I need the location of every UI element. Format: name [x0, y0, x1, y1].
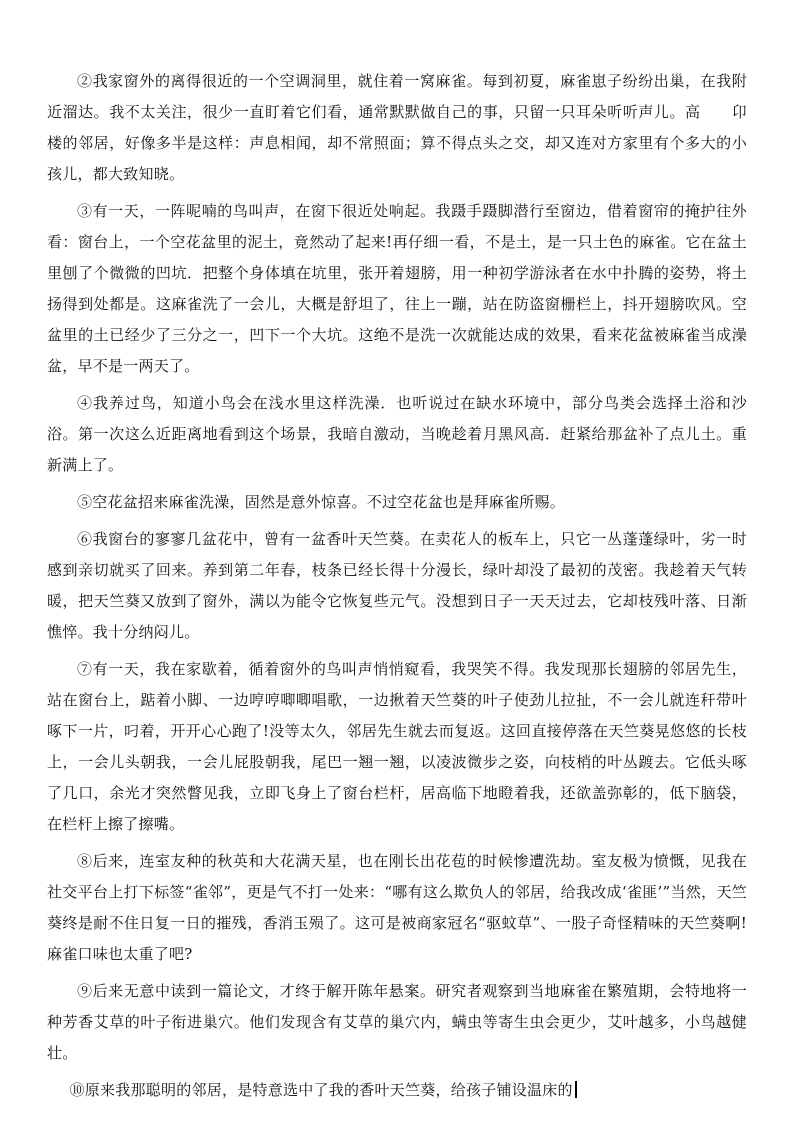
- paragraph-2: ②我家窗外的离得很近的一个空调洞里，就住着一窝麻雀。每到初夏，麻雀崽子纷纷出巢，在我附近溜达。我不太关注，很少一直盯着它们看，通常默默做自己的事，只留一只耳朵听听声儿。高 卬楼的邻居，好像多半是这样：声息相闻，却不常照面；算不得点头之交，却又连对方家里有个多大的小孩儿，都大致知晓。: [47, 72, 747, 183]
- paragraph-7: ⑦有一天，我在家歇着，循着窗外的鸟叫声悄悄窥看，我哭笑不得。我发现那长翅膀的邻居先生，站在窗台上，踮着小脚、一边哼哼唧唧唱歌，一边揪着天竺葵的叶子使劲儿拉扯，不一会儿就连秆带叶啄下一片，叼着，开开心心跑了!没等太久，邻居先生就去而复返。这回直接停落在天竺葵晃悠悠的长枝上，一会儿头朝我，一会儿屁股朝我，尾巴一翘一翘，以凌波微步之姿，向枝梢的叶丛踱去。它低头啄了几口，余光才突然瞥见我，立即飞身上了窗台栏杆，居高临下地瞪着我，还欲盖弥彰的，低下脑袋，在栏杆上擦了擦嘴。: [47, 660, 747, 833]
- paragraph-4: ④我养过鸟，知道小鸟会在浅水里这样洗澡．也听说过在缺水环境中，部分鸟类会选择土浴和沙浴。第一次这么近距离地看到这个场景，我暗自激动，当晚趁着月黑风高．赶紧给那盆补了点儿土。重新满上了。: [47, 394, 747, 474]
- paragraph-9: ⑨后来无意中读到一篇论文，才终于解开陈年悬案。研究者观察到当地麻雀在繁殖期，会特地将一种芳香艾草的叶子衔进巢穴。他们发现含有艾草的巢穴内，螨虫等寄生虫会更少，艾叶越多，小鸟越健壮。: [47, 982, 747, 1062]
- paragraph-3: ③有一天，一阵呢喃的鸟叫声，在窗下很近处响起。我蹑手蹑脚潜行至窗边，借着窗帘的掩护往外看：窗台上，一个空花盆里的泥土，竟然动了起来!再仔细一看，不是土，是一只土色的麻雀。它在盆土里刨了个微微的凹坑．把整个身体填在坑里，张开着翅膀，用一种初学游泳者在水中扑腾的姿势，将土扬得到处都是。这麻雀洗了一会儿，大概是舒坦了，往上一蹦，站在防盗窗栅栏上，抖开翅膀吹风。空盆里的土已经少了三分之一，凹下一个大坑。这绝不是洗一次就能达成的效果，看来花盆被麻雀当成澡盆，早不是一两天了。: [47, 202, 747, 375]
- paragraph-10: [47, 1075, 747, 1106]
- paragraph-10-text: ⑩原来我那聪明的邻居，是特意选中了我的香叶天竺葵，给孩子铺设温床的: [69, 1081, 573, 1099]
- article-body: [47, 66, 747, 1112]
- paragraph-6: ⑥我窗台的寥寥几盆花中，曾有一盆香叶天竺葵。在卖花人的板车上，只它一丛蓬蓬绿叶，劣一时感到亲切就买了回来。养到第二年春，枝条已经长得十分漫长，绿叶却没了最初的茂密。我趁着天气转暖，把天竺葵又放到了窗外，满以为能令它恢复些元气。没想到日子一天天过去，它却枝残叶落、日渐憔悴。我十分纳闷儿。: [47, 530, 747, 641]
- paragraph-5: ⑤空花盆招来麻雀洗澡，固然是意外惊喜。不过空花盆也是拜麻雀所赐。: [77, 493, 566, 511]
- paragraph-8: ⑧后来，连室友种的秋英和大花满天星，也在刚长出花苞的时候惨遭洗劫。室友极为愤慨，见我在社交平台上打下标签“雀邻”，更是气不打一处来：“哪有这么欺负人的邻居，给我改成‘雀匪’”当然，天竺葵终是耐不住日复一日的摧残，香消玉殒了。这可是被商家冠名“驱蚊草”、一股子奇怪精味的天竺葵啊!麻雀口味也太重了吧?: [47, 852, 747, 963]
- text-cursor: [575, 1081, 577, 1098]
